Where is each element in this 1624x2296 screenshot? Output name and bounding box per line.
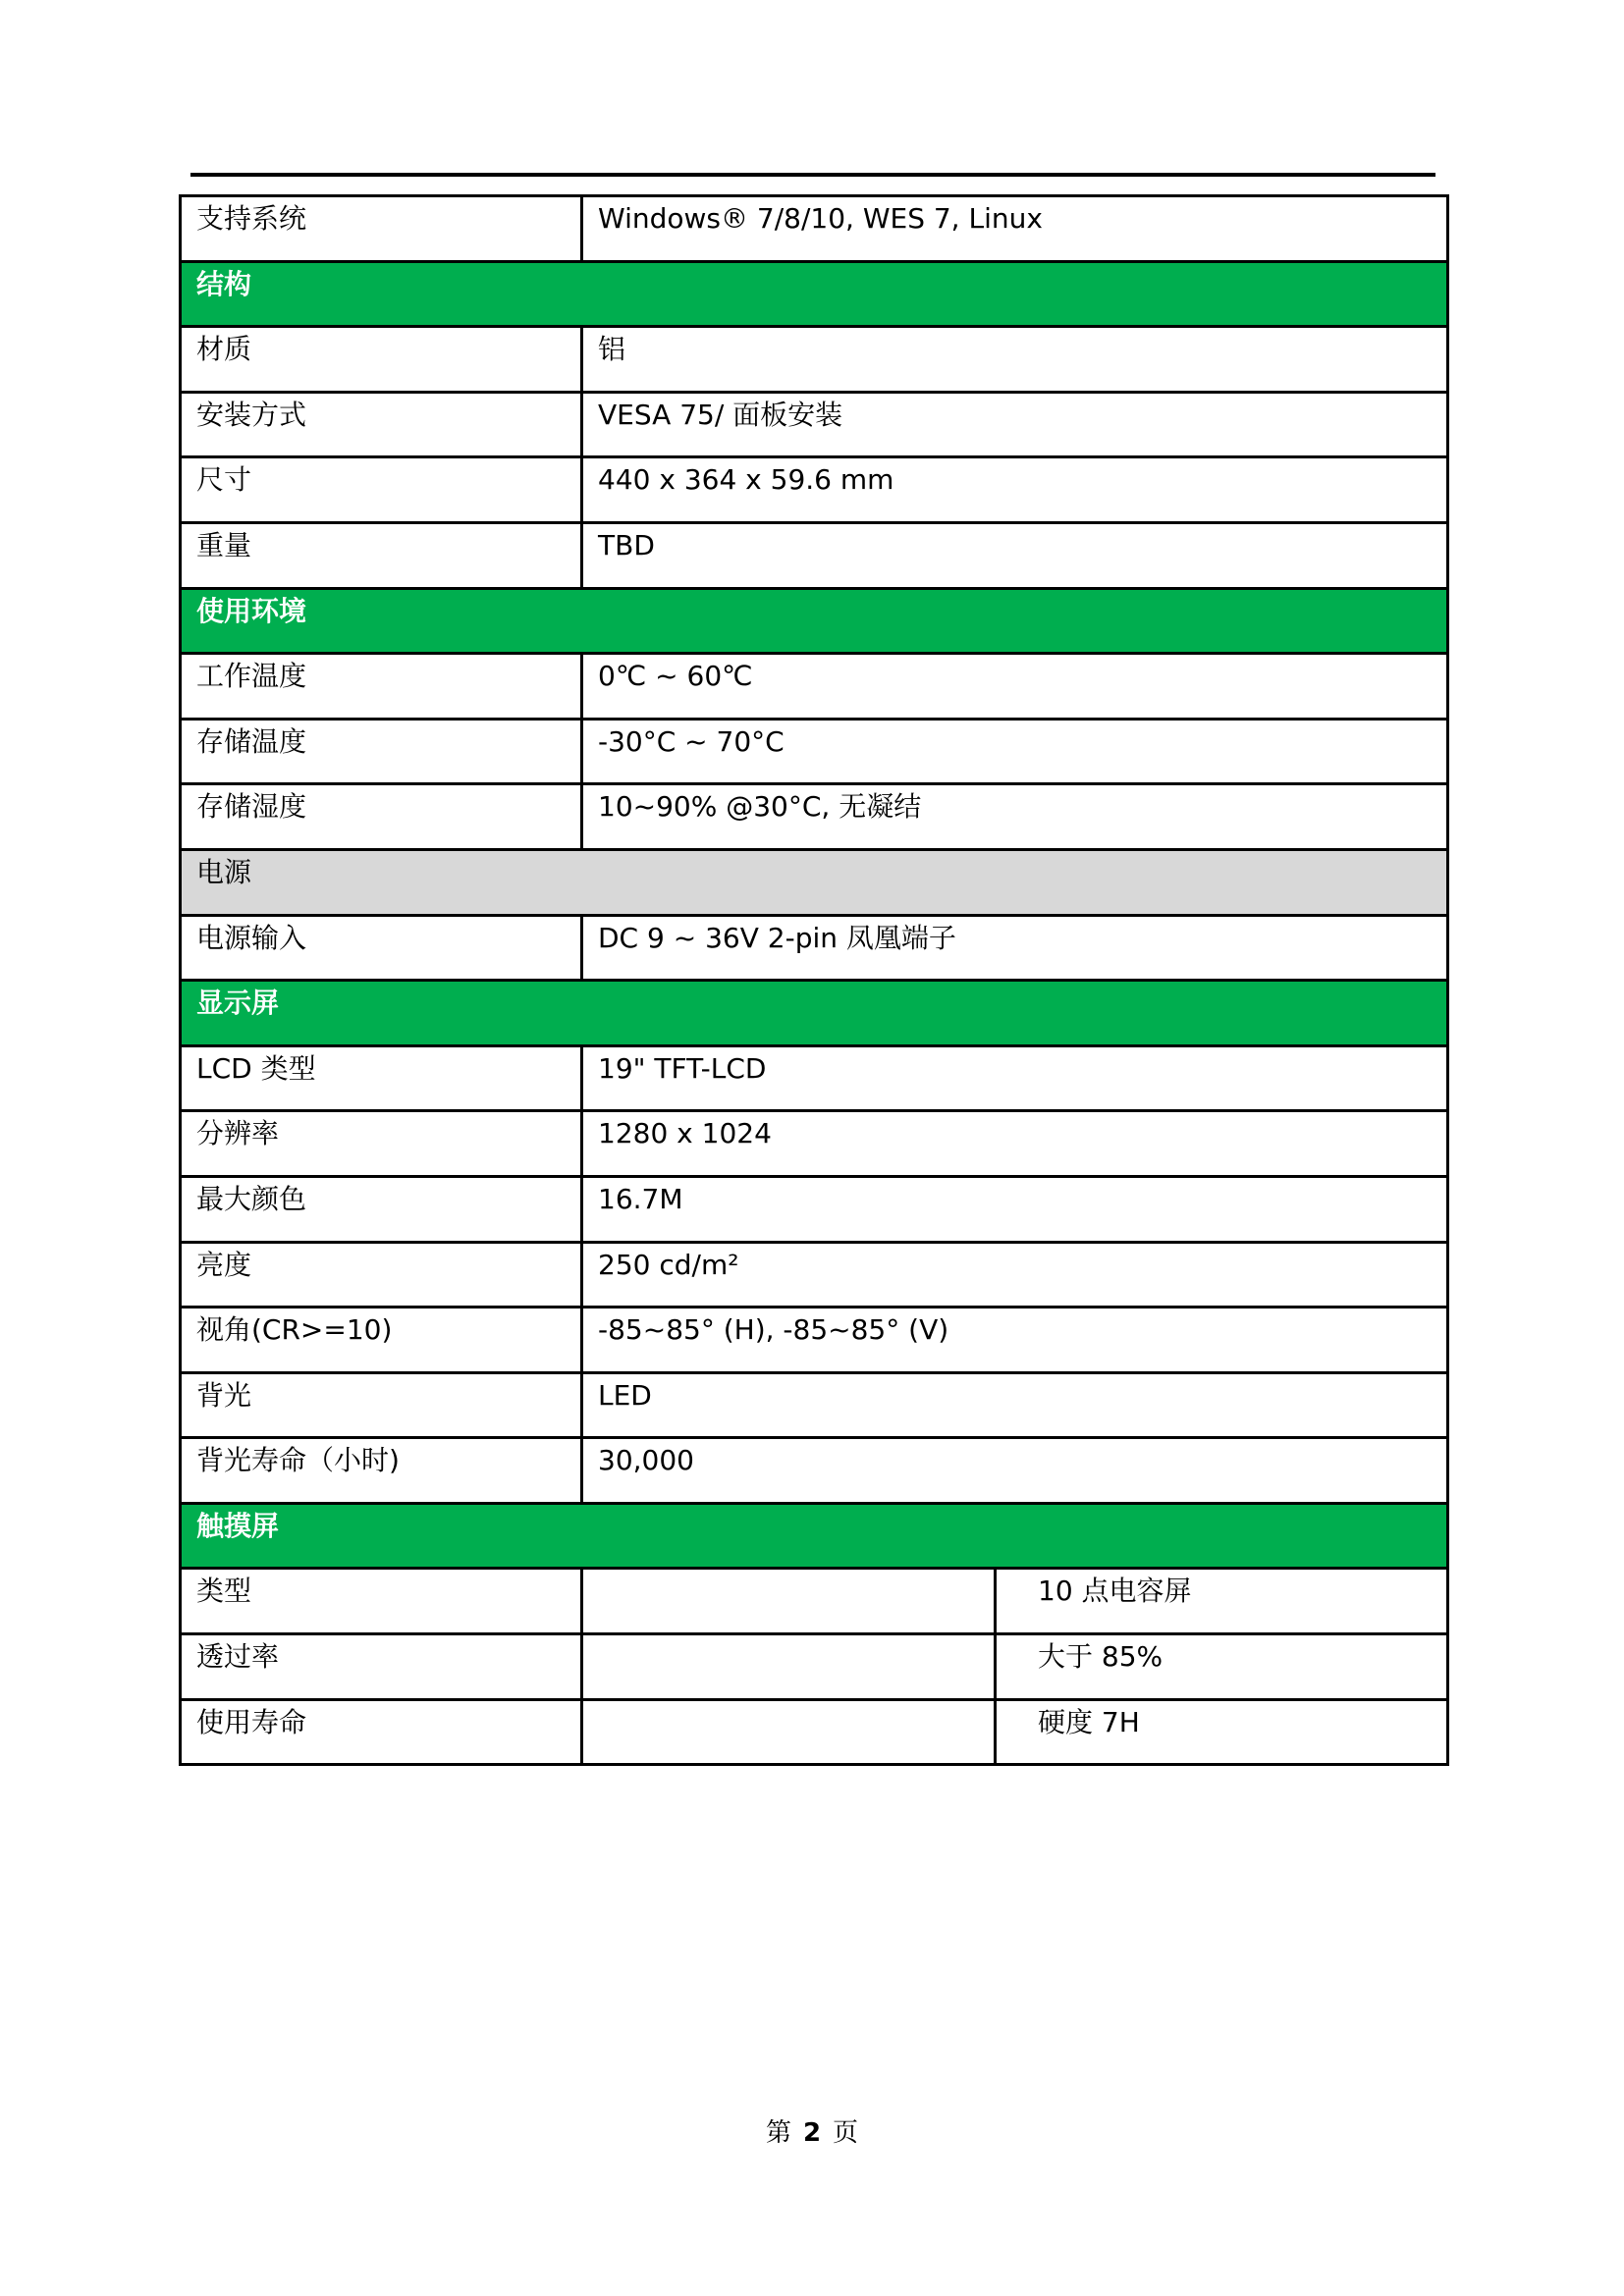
row-value: 10 点电容屏 xyxy=(996,1569,1448,1634)
row-label: 透过率 xyxy=(181,1634,582,1700)
row-label: 工作温度 xyxy=(181,654,582,720)
row-label: 背光 xyxy=(181,1372,582,1438)
row-label: 重量 xyxy=(181,522,582,588)
section-header-display xyxy=(181,981,1448,1046)
row-label: 分辨率 xyxy=(181,1111,582,1177)
page-suffix: 页 xyxy=(833,2118,859,2148)
page-number: 2 xyxy=(802,2118,822,2148)
row-label: 材质 xyxy=(181,327,582,393)
table-row-dimensions xyxy=(181,457,1448,523)
table-row-operating-temp xyxy=(181,654,1448,720)
table-row-storage-temp xyxy=(181,719,1448,784)
section-header-touch xyxy=(181,1503,1448,1569)
spec-table xyxy=(179,194,1449,1766)
row-label: 类型 xyxy=(181,1569,582,1634)
table-row-viewing-angle xyxy=(181,1308,1448,1373)
row-value: VESA 75/ 面板安装 xyxy=(582,392,1448,457)
row-value: 30,000 xyxy=(582,1438,1448,1504)
table-row-storage-humidity xyxy=(181,784,1448,850)
table-row-backlight xyxy=(181,1372,1448,1438)
section-title: 触摸屏 xyxy=(181,1503,1448,1569)
row-label: 视角(CR>=10) xyxy=(181,1308,582,1373)
section-title: 结构 xyxy=(181,261,1448,327)
row-value: 10~90% @30°C, 无凝结 xyxy=(582,784,1448,850)
section-title: 使用环境 xyxy=(181,588,1448,654)
section-title: 电源 xyxy=(181,849,1448,915)
table-row-lcd-type xyxy=(181,1045,1448,1111)
table-row-backlight-life xyxy=(181,1438,1448,1504)
table-row-resolution xyxy=(181,1111,1448,1177)
row-value: 0℃ ~ 60℃ xyxy=(582,654,1448,720)
row-label: LCD 类型 xyxy=(181,1045,582,1111)
row-value: 250 cd/m² xyxy=(582,1242,1448,1308)
table-row-material xyxy=(181,327,1448,393)
row-value: TBD xyxy=(582,522,1448,588)
row-middle xyxy=(582,1634,996,1700)
row-middle xyxy=(582,1699,996,1765)
row-label: 最大颜色 xyxy=(181,1176,582,1242)
table-row-weight xyxy=(181,522,1448,588)
row-value: -85~85° (H), -85~85° (V) xyxy=(582,1308,1448,1373)
row-label: 存储温度 xyxy=(181,719,582,784)
page-footer xyxy=(0,2118,1624,2148)
row-value: 16.7M xyxy=(582,1176,1448,1242)
table-row-transmittance xyxy=(181,1634,1448,1700)
row-value: 铝 xyxy=(582,327,1448,393)
row-label: 电源输入 xyxy=(181,915,582,981)
row-value: 大于 85% xyxy=(996,1634,1448,1700)
table-row-power-input xyxy=(181,915,1448,981)
row-value: LED xyxy=(582,1372,1448,1438)
row-middle xyxy=(582,1569,996,1634)
table-row-mounting xyxy=(181,392,1448,457)
section-title: 显示屏 xyxy=(181,981,1448,1046)
section-header-structure xyxy=(181,261,1448,327)
table-row-max-colors xyxy=(181,1176,1448,1242)
row-label: 亮度 xyxy=(181,1242,582,1308)
row-label: 支持系统 xyxy=(181,196,582,262)
row-value: DC 9 ~ 36V 2-pin 凤凰端子 xyxy=(582,915,1448,981)
row-value: 硬度 7H xyxy=(996,1699,1448,1765)
table-row-touch-type xyxy=(181,1569,1448,1634)
table-row-os xyxy=(181,196,1448,262)
row-label: 尺寸 xyxy=(181,457,582,523)
row-label: 存储湿度 xyxy=(181,784,582,850)
row-value: 440 x 364 x 59.6 mm xyxy=(582,457,1448,523)
table-row-service-life xyxy=(181,1699,1448,1765)
header-rule xyxy=(190,173,1435,177)
row-label: 安装方式 xyxy=(181,392,582,457)
row-value: -30°C ~ 70°C xyxy=(582,719,1448,784)
section-header-power xyxy=(181,849,1448,915)
row-value: 19" TFT-LCD xyxy=(582,1045,1448,1111)
page-prefix: 第 xyxy=(765,2118,791,2148)
row-label: 使用寿命 xyxy=(181,1699,582,1765)
row-label: 背光寿命（小时) xyxy=(181,1438,582,1504)
row-value: Windows® 7/8/10, WES 7, Linux xyxy=(582,196,1448,262)
section-header-environment xyxy=(181,588,1448,654)
table-row-brightness xyxy=(181,1242,1448,1308)
row-value: 1280 x 1024 xyxy=(582,1111,1448,1177)
